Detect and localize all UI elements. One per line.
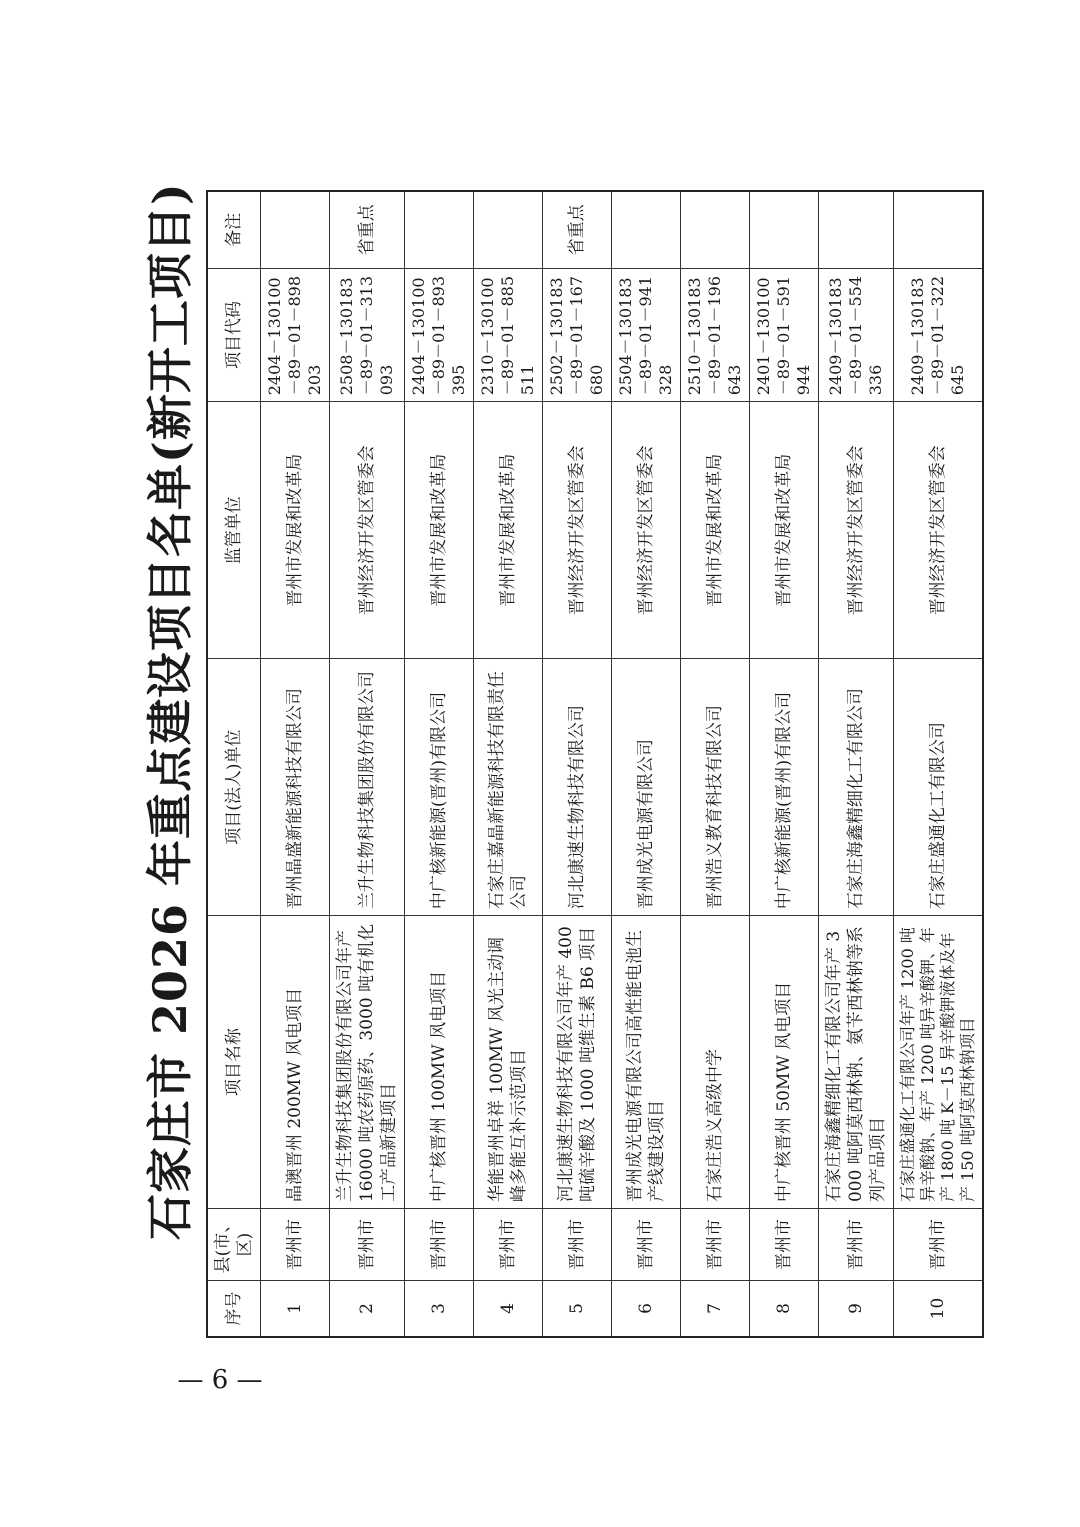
cell-remark — [750, 191, 819, 268]
cell-remark — [405, 191, 474, 268]
cell-name: 中广核晋州 100MW 风电项目 — [405, 916, 474, 1209]
table-row — [681, 191, 750, 1337]
header-unit: 项目(法人)单位 — [207, 659, 261, 916]
cell-code: 2409－130183－89－01－322645 — [894, 268, 984, 402]
cell-unit: 中广核新能源(晋州)有限公司 — [750, 659, 819, 916]
cell-no: 4 — [474, 1280, 543, 1337]
cell-unit: 石家庄盛通化工有限公司 — [894, 659, 984, 916]
cell-code: 2504－130183－89－01－941328 — [612, 268, 681, 402]
cell-name: 晶澳晋州 200MW 风电项目 — [261, 916, 330, 1209]
cell-no: 2 — [330, 1280, 405, 1337]
cell-supervisor: 晋州市发展和改革局 — [681, 402, 750, 659]
cell-name: 石家庄海鑫精细化工有限公司年产 3000 吨阿莫西林钠、氨苄西林钠等系列产品项目 — [819, 916, 894, 1209]
cell-county: 晋州市 — [681, 1209, 750, 1281]
table-row — [330, 191, 405, 1337]
cell-name: 兰升生物科技集团股份有限公司年产 16000 吨农药原药、3000 吨有机化工产品新建项目 — [330, 916, 405, 1209]
cell-no: 5 — [543, 1280, 612, 1337]
cell-code: 2404－130100－89－01－893395 — [405, 268, 474, 402]
cell-supervisor: 晋州市发展和改革局 — [474, 402, 543, 659]
table-row — [474, 191, 543, 1337]
project-table-container — [206, 190, 977, 1338]
table-row — [894, 191, 984, 1337]
cell-no: 1 — [261, 1280, 330, 1337]
cell-no: 10 — [894, 1280, 984, 1337]
cell-remark — [474, 191, 543, 268]
cell-name: 石家庄盛通化工有限公司年产 1200 吨异辛酸钠、年产 1200 吨异辛酸钾、年产 1800 吨 K－15 异辛酸钾液体及年产 150 吨阿莫西林钠项目 — [894, 916, 984, 1209]
table-row — [750, 191, 819, 1337]
cell-code: 2502－130183－89－01－167680 — [543, 268, 612, 402]
cell-remark — [612, 191, 681, 268]
cell-no: 6 — [612, 1280, 681, 1337]
page-title: 石家庄市 2026 年重点建设项目名单(新开工项目) — [143, 182, 197, 1240]
cell-remark — [819, 191, 894, 268]
header-remark: 备注 — [207, 191, 261, 268]
table-row — [612, 191, 681, 1337]
cell-code: 2310－130100－89－01－885511 — [474, 268, 543, 402]
cell-county: 晋州市 — [894, 1209, 984, 1281]
cell-code: 2404－130100－89－01－898203 — [261, 268, 330, 402]
cell-unit: 晋州浩义教育科技有限公司 — [681, 659, 750, 916]
rotated-table-frame — [206, 190, 977, 1338]
cell-unit: 河北康速生物科技有限公司 — [543, 659, 612, 916]
cell-remark — [261, 191, 330, 268]
table-row — [261, 191, 330, 1337]
page-number: — 6 — — [177, 1365, 263, 1395]
cell-remark — [894, 191, 984, 268]
cell-name: 华能晋州卓祥 100MW 风光主动调峰多能互补示范项目 — [474, 916, 543, 1209]
cell-code: 2401－130100－89－01－591944 — [750, 268, 819, 402]
cell-supervisor: 晋州经济开发区管委会 — [612, 402, 681, 659]
cell-no: 7 — [681, 1280, 750, 1337]
table-row — [543, 191, 612, 1337]
cell-supervisor: 晋州市发展和改革局 — [750, 402, 819, 659]
cell-remark — [681, 191, 750, 268]
table-row — [405, 191, 474, 1337]
cell-county: 晋州市 — [750, 1209, 819, 1281]
cell-name: 晋州成光电源有限公司高性能电池生产线建设项目 — [612, 916, 681, 1209]
cell-county: 晋州市 — [543, 1209, 612, 1281]
cell-code: 2508－130183－89－01－313093 — [330, 268, 405, 402]
cell-supervisor: 晋州市发展和改革局 — [405, 402, 474, 659]
cell-name: 石家庄浩义高级中学 — [681, 916, 750, 1209]
header-supervisor: 监管单位 — [207, 402, 261, 659]
cell-supervisor: 晋州市发展和改革局 — [261, 402, 330, 659]
cell-unit: 晋州成光电源有限公司 — [612, 659, 681, 916]
cell-supervisor: 晋州经济开发区管委会 — [894, 402, 984, 659]
cell-unit: 石家庄嘉晶新能源科技有限责任公司 — [474, 659, 543, 916]
cell-no: 3 — [405, 1280, 474, 1337]
table-header-row — [207, 191, 261, 1337]
cell-remark: 省重点 — [543, 191, 612, 268]
cell-name: 河北康速生物科技有限公司年产 400 吨硫辛酸及 1000 吨维生素 B6 项目 — [543, 916, 612, 1209]
cell-code: 2510－130183－89－01－196643 — [681, 268, 750, 402]
cell-supervisor: 晋州经济开发区管委会 — [330, 402, 405, 659]
cell-county: 晋州市 — [330, 1209, 405, 1281]
cell-unit: 兰升生物科技集团股份有限公司 — [330, 659, 405, 916]
cell-county: 晋州市 — [405, 1209, 474, 1281]
cell-name: 中广核晋州 50MW 风电项目 — [750, 916, 819, 1209]
cell-code: 2409－130183－89－01－554336 — [819, 268, 894, 402]
cell-unit: 中广核新能源(晋州)有限公司 — [405, 659, 474, 916]
cell-supervisor: 晋州经济开发区管委会 — [543, 402, 612, 659]
header-county: 县(市、区) — [207, 1209, 261, 1281]
cell-county: 晋州市 — [474, 1209, 543, 1281]
header-code: 项目代码 — [207, 268, 261, 402]
header-name: 项目名称 — [207, 916, 261, 1209]
cell-county: 晋州市 — [612, 1209, 681, 1281]
project-table — [206, 190, 984, 1338]
table-row — [819, 191, 894, 1337]
cell-no: 9 — [819, 1280, 894, 1337]
cell-supervisor: 晋州经济开发区管委会 — [819, 402, 894, 659]
cell-county: 晋州市 — [261, 1209, 330, 1281]
cell-no: 8 — [750, 1280, 819, 1337]
cell-remark: 省重点 — [330, 191, 405, 268]
cell-county: 晋州市 — [819, 1209, 894, 1281]
cell-unit: 晋州晶盛新能源科技有限公司 — [261, 659, 330, 916]
cell-unit: 石家庄海鑫精细化工有限公司 — [819, 659, 894, 916]
header-no: 序号 — [207, 1280, 261, 1337]
